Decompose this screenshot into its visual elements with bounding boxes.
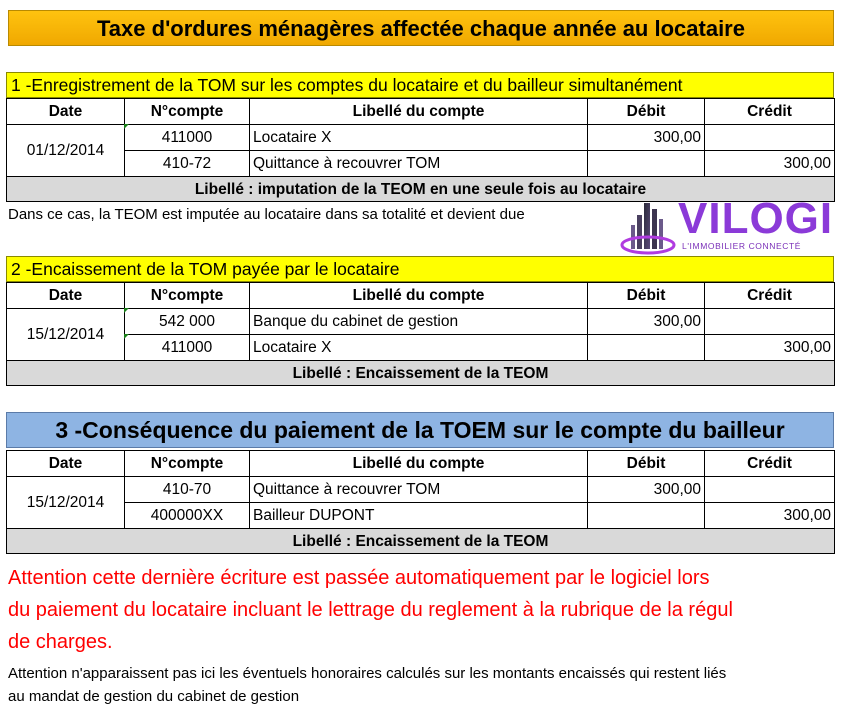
entry-date: 15/12/2014: [7, 477, 125, 529]
account-number: 542 000: [125, 309, 250, 335]
section1-heading: 1 -Enregistrement de la TOM sur les comptes du locataire et du bailleur simultanément: [6, 72, 834, 98]
table-row: [7, 125, 835, 151]
section1-note: Dans ce cas, la TEOM est imputée au locataire dans sa totalité et devient due: [8, 206, 525, 223]
col-date: Date: [7, 99, 125, 125]
vilogi-logo: [620, 194, 834, 259]
section2-heading: 2 -Encaissement de la TOM payée par le locataire: [6, 256, 834, 282]
warning-line: Attention cette dernière écriture est passée automatiquement par le logiciel lors: [8, 567, 710, 589]
debit-amount: 300,00: [588, 309, 705, 335]
account-label: Locataire X: [250, 125, 588, 151]
footnote-line: au mandat de gestion du cabinet de gestion: [8, 688, 300, 705]
table-row: [7, 335, 835, 361]
credit-amount: 300,00: [705, 151, 835, 177]
account-label: Banque du cabinet de gestion: [250, 309, 588, 335]
table-header-row: [7, 99, 835, 125]
col-compte: N°compte: [125, 283, 250, 309]
entry-libelle: Libellé : Encaissement de la TEOM: [7, 529, 835, 554]
credit-amount: [705, 477, 835, 503]
libelle-row: [7, 529, 835, 554]
entry-libelle: Libellé : Encaissement de la TEOM: [7, 361, 835, 386]
col-debit: Débit: [588, 451, 705, 477]
col-credit: Crédit: [705, 283, 835, 309]
col-compte: N°compte: [125, 99, 250, 125]
account-label: Quittance à recouvrer TOM: [250, 151, 588, 177]
cell-marker-icon: [124, 334, 129, 339]
logo-name: VILOGI: [678, 194, 834, 243]
section2-table: [6, 282, 835, 386]
debit-amount: 300,00: [588, 125, 705, 151]
col-credit: Crédit: [705, 99, 835, 125]
credit-amount: [705, 309, 835, 335]
col-credit: Crédit: [705, 451, 835, 477]
libelle-row: [7, 361, 835, 386]
logo-tagline: L'IMMOBILIER CONNECTÉ: [682, 241, 802, 251]
col-date: Date: [7, 283, 125, 309]
credit-amount: 300,00: [705, 335, 835, 361]
col-libelle: Libellé du compte: [250, 283, 588, 309]
warning-line: du paiement du locataire incluant le lettrage du reglement à la rubrique de la régul: [8, 599, 733, 621]
footnote-line: Attention n'apparaissent pas ici les éventuels honoraires calculés sur les montants encaissés qui restent liés: [8, 665, 727, 682]
col-compte: N°compte: [125, 451, 250, 477]
entry-date: 15/12/2014: [7, 309, 125, 361]
entry-libelle: Libellé : imputation de la TEOM en une seule fois au locataire: [7, 177, 835, 202]
col-libelle: Libellé du compte: [250, 451, 588, 477]
cell-marker-icon: [124, 124, 129, 129]
table-row: [7, 503, 835, 529]
table-row: [7, 309, 835, 335]
account-label: Quittance à recouvrer TOM: [250, 477, 588, 503]
table-row: [7, 477, 835, 503]
warning-line: de charges.: [8, 631, 113, 653]
building-icon: [620, 197, 680, 255]
section3-table: [6, 450, 835, 554]
entry-date: 01/12/2014: [7, 125, 125, 177]
account-number: 400000XX: [125, 503, 250, 529]
debit-amount: [588, 151, 705, 177]
account-number: 411000: [125, 125, 250, 151]
section1-table: [6, 98, 835, 202]
account-number: 411000: [125, 335, 250, 361]
account-number: 410-72: [125, 151, 250, 177]
debit-amount: 300,00: [588, 477, 705, 503]
credit-amount: 300,00: [705, 503, 835, 529]
account-label: Locataire X: [250, 335, 588, 361]
account-label: Bailleur DUPONT: [250, 503, 588, 529]
col-libelle: Libellé du compte: [250, 99, 588, 125]
credit-amount: [705, 125, 835, 151]
footnote: [8, 662, 838, 708]
table-header-row: [7, 283, 835, 309]
col-debit: Débit: [588, 283, 705, 309]
table-row: [7, 151, 835, 177]
table-header-row: [7, 451, 835, 477]
debit-amount: [588, 503, 705, 529]
col-date: Date: [7, 451, 125, 477]
account-number: 410-70: [125, 477, 250, 503]
col-debit: Débit: [588, 99, 705, 125]
section3-heading: 3 -Conséquence du paiement de la TOEM sur le compte du bailleur: [6, 412, 834, 448]
page-title: Taxe d'ordures ménagères affectée chaque année au locataire: [8, 10, 834, 46]
debit-amount: [588, 335, 705, 361]
warning-text: [8, 562, 838, 658]
cell-marker-icon: [124, 308, 129, 313]
